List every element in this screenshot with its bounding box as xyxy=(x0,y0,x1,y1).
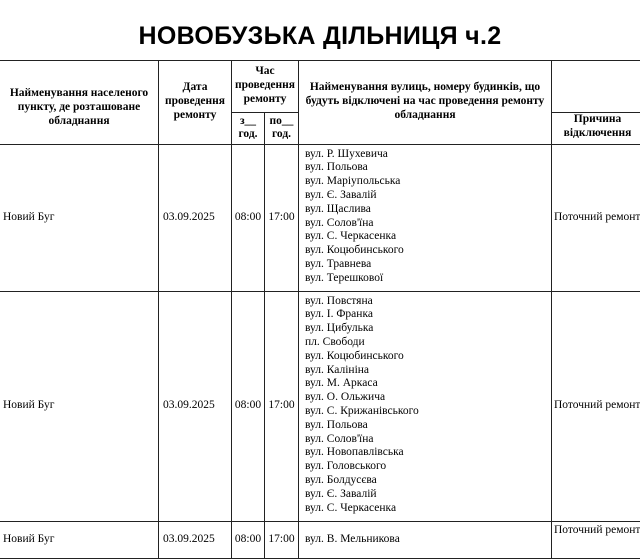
street-item: вул. О. Ольжича xyxy=(305,391,549,405)
street-item: вул. Коцюбинського xyxy=(305,244,549,258)
street-item: вул. В. Мельникова xyxy=(305,533,549,547)
street-item: вул. С. Черкасенка xyxy=(305,502,549,516)
streets-cell xyxy=(299,291,552,521)
street-item: вул. Повстяна xyxy=(305,295,549,309)
street-item: вул. Щаслива xyxy=(305,203,549,217)
street-item: вул. Головського xyxy=(305,460,549,474)
table-row xyxy=(0,291,640,521)
date-cell: 03.09.2025 xyxy=(159,144,232,291)
header-streets: Найменування вулиць, номеру будинків, що будуть відключені на час проведення ремонту обладнання xyxy=(299,61,552,145)
header-time: Час проведення ремонту xyxy=(232,61,299,113)
street-item: вул. Р. Шухевича xyxy=(305,148,549,162)
street-item: вул. Солов'їна xyxy=(305,217,549,231)
schedule-body xyxy=(0,144,640,558)
streets-cell xyxy=(299,144,552,291)
street-item: вул. Болдусєва xyxy=(305,474,549,488)
street-item: вул. Коцюбинського xyxy=(305,350,549,364)
outage-schedule-table xyxy=(0,60,640,559)
time-to-cell: 17:00 xyxy=(265,521,299,558)
street-item: вул. Солов'їна xyxy=(305,433,549,447)
street-item: вул. Є. Завалій xyxy=(305,189,549,203)
street-item: вул. Цибулька xyxy=(305,322,549,336)
street-item: вул. Є. Завалій xyxy=(305,488,549,502)
reason-cell: Поточний ремонт xyxy=(552,521,640,558)
street-item: вул. Польова xyxy=(305,161,549,175)
header-reason-blank xyxy=(552,61,640,113)
date-cell: 03.09.2025 xyxy=(159,521,232,558)
header-reason: Причина відключення xyxy=(552,113,640,145)
table-row xyxy=(0,144,640,291)
street-item: вул. С. Крижанівського xyxy=(305,405,549,419)
streets-cell xyxy=(299,521,552,558)
street-item: вул. Травнева xyxy=(305,258,549,272)
date-cell: 03.09.2025 xyxy=(159,291,232,521)
header-location: Найменування населеного пункту, де розташоване обладнання xyxy=(0,61,159,145)
street-item: вул. С. Черкасенка xyxy=(305,230,549,244)
page-title: НОВОБУЗЬКА ДІЛЬНИЦЯ ч.2 xyxy=(0,22,640,51)
location-cell: Новий Буг xyxy=(0,521,159,558)
location-cell: Новий Буг xyxy=(0,291,159,521)
reason-cell: Поточний ремонт xyxy=(552,291,640,521)
street-item: вул. М. Аркаса xyxy=(305,377,549,391)
street-item: вул. Калініна xyxy=(305,364,549,378)
time-to-cell: 17:00 xyxy=(265,144,299,291)
street-item: вул. І. Франка xyxy=(305,308,549,322)
reason-cell: Поточний ремонт xyxy=(552,144,640,291)
header-date: Дата проведення ремонту xyxy=(159,61,232,145)
street-item: вул. Терешкової xyxy=(305,272,549,286)
location-cell: Новий Буг xyxy=(0,144,159,291)
street-item: вул. Новопавлівська xyxy=(305,446,549,460)
time-from-cell: 08:00 xyxy=(232,521,265,558)
time-to-cell: 17:00 xyxy=(265,291,299,521)
time-from-cell: 08:00 xyxy=(232,291,265,521)
street-item: вул. Польова xyxy=(305,419,549,433)
street-item: пл. Свободи xyxy=(305,336,549,350)
header-time-from: з__ год. xyxy=(232,113,265,145)
header-time-to: по__ год. xyxy=(265,113,299,145)
table-row xyxy=(0,521,640,558)
street-item: вул. Маріупольська xyxy=(305,175,549,189)
time-from-cell: 08:00 xyxy=(232,144,265,291)
